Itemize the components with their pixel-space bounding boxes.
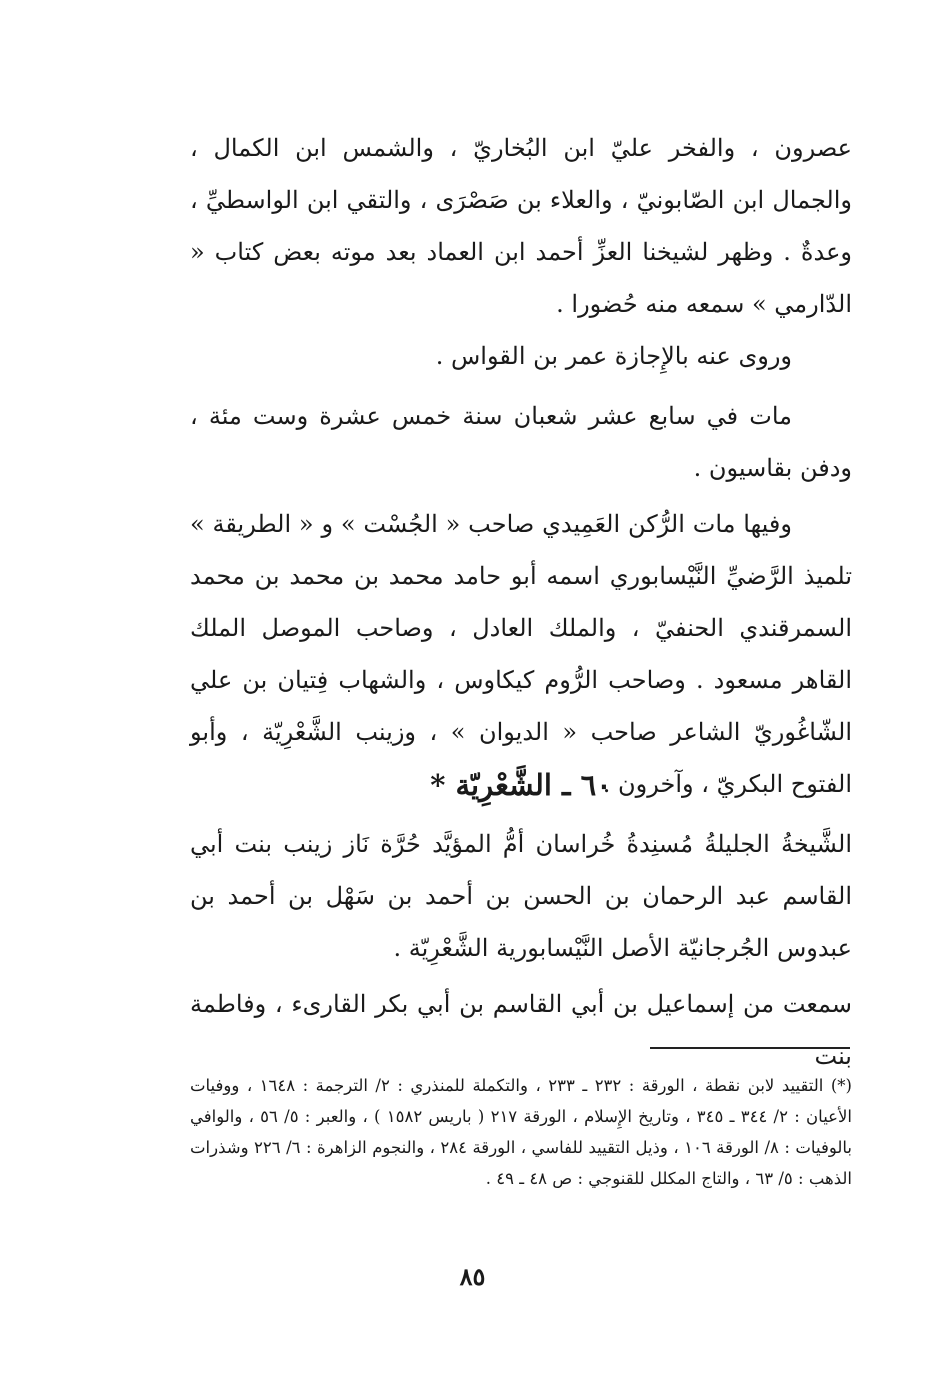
paragraph-death-block	[190, 390, 852, 494]
footnote-block	[190, 1070, 852, 1194]
entry-heading: ٦٠ ـ الشَّعْرِيّة *	[430, 768, 612, 802]
footnote-text: (*) التقييد لابن نقطة ، الورقة : ٢٣٢ ـ ٢٣٣ ، والتكملة للمنذري : ٢/ الترجمة : ١٦٤٨ ، ووفيات الأعيان : ٢/ ٣٤٤ ـ ٣٤٥ ، وتاريخ الإِسلام ، الورقة ٢١٧ ( باريس ١٥٨٢ ) ، والعبر : ٥/ ٥٦ ، والوافي بالوفيات : ٨/ الورقة ١٠٦ ، وذيل التقييد للفاسي ، الورقة ٢٨٤ ، والنجوم الزاهرة : ٦/ ٢٢٦ وشذرات الذهب : ٥/ ٦٣ ، والتاج المكلل للقنوجي : ص ٤٨ ـ ٤٩ .	[190, 1076, 853, 1188]
paragraph-death: مات في سابع عشر شعبان سنة خمس عشرة وست مئة ، ودفن بقاسيون .	[190, 402, 852, 482]
paragraph-ijaza: وروى عنه بالإِجازة عمر بن القواس .	[435, 342, 792, 370]
paragraph-narrators: عصرون ، والفخر عليّ ابن البُخاريّ ، والشمس ابن الكمال ، والجمال ابن الصّابونيّ ، والعلاء بن صَصْرَى ، والتقي ابن الواسطيِّ ، وعدةٌ . وظهر لشيخنا العزِّ أحمد ابن العماد بعد موته بعض كتاب « الدّارمي » سمعه منه حُضورا .	[190, 134, 853, 318]
paragraph-teachers-block	[190, 978, 852, 1082]
footnote-divider	[650, 1047, 850, 1049]
page-number: ٨٥	[459, 1262, 486, 1291]
paragraph-teachers: سمعت من إسماعيل بن أبي القاسم بن أبي بكر القارىء ، وفاطمة بنت	[190, 990, 852, 1070]
paragraph-biography: الشَّيخةُ الجليلةُ مُسنِدةُ خُراسان أمُّ المؤيَّد حُرَّة نَاز زينب بنت أبي القاسم عبد الرحمان بن الحسن بن أحمد بن سَهْل بن أحمد بن عبدوس الجُرجانيّة الأصل النَّيْسابورية الشَّعْرِيّة .	[190, 830, 852, 962]
paragraph-narrators-block	[190, 122, 852, 330]
paragraph-ijaza-block	[190, 330, 852, 382]
paragraph-biography-block	[190, 818, 852, 974]
paragraph-deaths-that-year: وفيها مات الرُّكن العَمِيدي صاحب « الجُسْت » و « الطريقة » تلميذ الرَّضيِّ النَّيْسابوري اسمه أبو حامد محمد بن محمد بن محمد السمرقندي الحنفيّ ، والملك العادل ، وصاحب الموصل الملك القاهر مسعود . وصاحب الرُّوم كيكاوس ، والشهاب فِتيان بن علي الشّاغُوريّ الشاعر صاحب « الديوان » ، وزينب الشَّعْرِيّة ، وأبو الفتوح البكريّ ، وآخرون .	[190, 510, 852, 798]
